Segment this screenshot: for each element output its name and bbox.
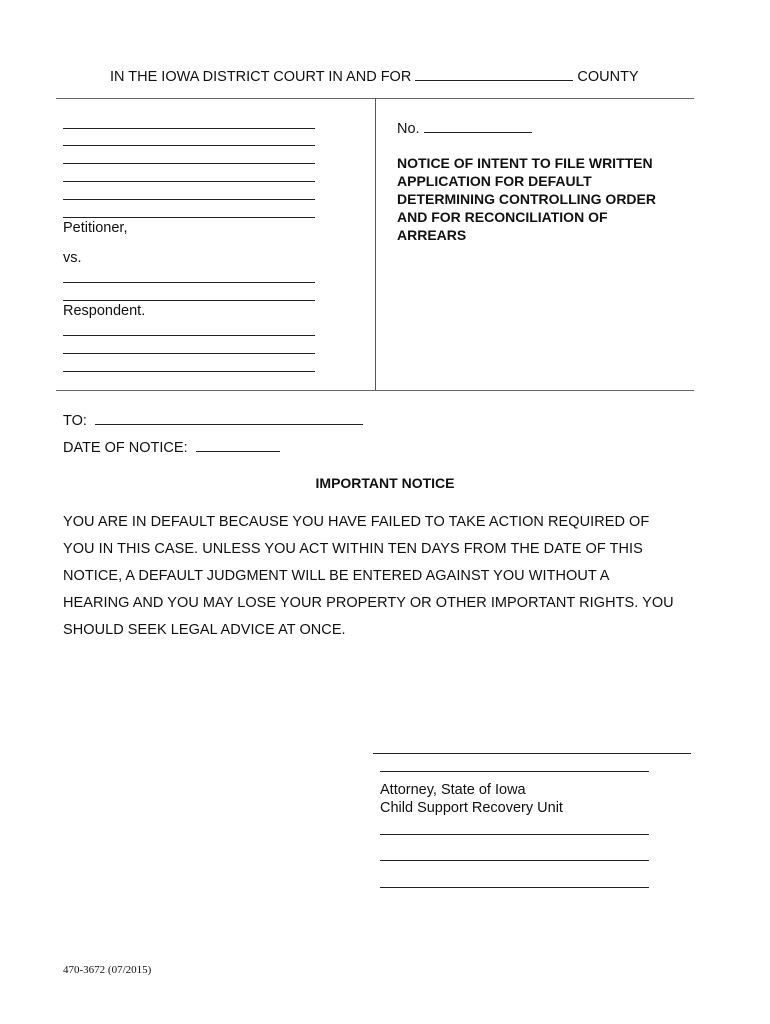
respondent-label: Respondent.	[63, 303, 146, 319]
court-header-prefix: IN THE IOWA DISTRICT COURT IN AND FOR	[110, 69, 412, 85]
petitioner-line-6[interactable]	[63, 217, 315, 218]
vs-label: vs.	[63, 250, 82, 266]
date-row	[63, 437, 280, 456]
document-title-line: DETERMINING CONTROLLING ORDER	[397, 191, 656, 207]
date-blank[interactable]	[196, 437, 280, 452]
to-blank[interactable]	[95, 410, 363, 425]
notice-line: NOTICE, A DEFAULT JUDGMENT WILL BE ENTERED AGAINST YOU WITHOUT A	[63, 568, 610, 584]
respondent-line-5[interactable]	[63, 371, 315, 372]
respondent-line-1[interactable]	[63, 282, 315, 283]
court-header	[110, 66, 639, 85]
form-number: 470-3672 (07/2015)	[63, 964, 152, 976]
respondent-line-3[interactable]	[63, 335, 315, 336]
case-number-label: No.	[397, 121, 420, 137]
petitioner-line-5[interactable]	[63, 199, 315, 200]
notice-line: HEARING AND YOU MAY LOSE YOUR PROPERTY OR OTHER IMPORTANT RIGHTS. YOU	[63, 595, 674, 611]
caption-bottom-rule	[56, 390, 694, 391]
case-number-blank[interactable]	[424, 118, 532, 133]
address-line-2[interactable]	[380, 860, 649, 861]
notice-line: SHOULD SEEK LEGAL ADVICE AT ONCE.	[63, 622, 346, 638]
notice-line: YOU ARE IN DEFAULT BECAUSE YOU HAVE FAILED TO TAKE ACTION REQUIRED OF	[63, 514, 650, 530]
notice-heading: IMPORTANT NOTICE	[315, 475, 455, 491]
to-label: TO:	[63, 413, 87, 429]
petitioner-line-4[interactable]	[63, 181, 315, 182]
respondent-line-2[interactable]	[63, 300, 315, 301]
county-blank[interactable]	[415, 66, 573, 81]
document-title-line: AND FOR RECONCILIATION OF	[397, 209, 608, 225]
signature-title-2: Child Support Recovery Unit	[380, 800, 563, 816]
to-row	[63, 410, 363, 429]
petitioner-label: Petitioner,	[63, 220, 128, 236]
respondent-line-4[interactable]	[63, 353, 315, 354]
document-title-line: NOTICE OF INTENT TO FILE WRITTEN	[397, 155, 653, 171]
notice-body	[63, 509, 713, 644]
document-title	[397, 154, 697, 244]
petitioner-line-3[interactable]	[63, 163, 315, 164]
notice-line: YOU IN THIS CASE. UNLESS YOU ACT WITHIN TEN DAYS FROM THE DATE OF THIS	[63, 541, 643, 557]
attorney-name-line[interactable]	[380, 771, 649, 772]
petitioner-line-2[interactable]	[63, 145, 315, 146]
signature-line[interactable]	[373, 753, 691, 754]
document-title-line: ARREARS	[397, 227, 467, 243]
address-line-3[interactable]	[380, 887, 649, 888]
petitioner-line-1[interactable]	[63, 128, 315, 129]
date-label: DATE OF NOTICE:	[63, 440, 188, 456]
caption-divider	[375, 98, 376, 390]
address-line-1[interactable]	[380, 834, 649, 835]
county-label: COUNTY	[577, 69, 639, 85]
document-title-line: APPLICATION FOR DEFAULT	[397, 173, 592, 189]
signature-title-1: Attorney, State of Iowa	[380, 782, 526, 798]
case-number-row	[397, 118, 532, 137]
